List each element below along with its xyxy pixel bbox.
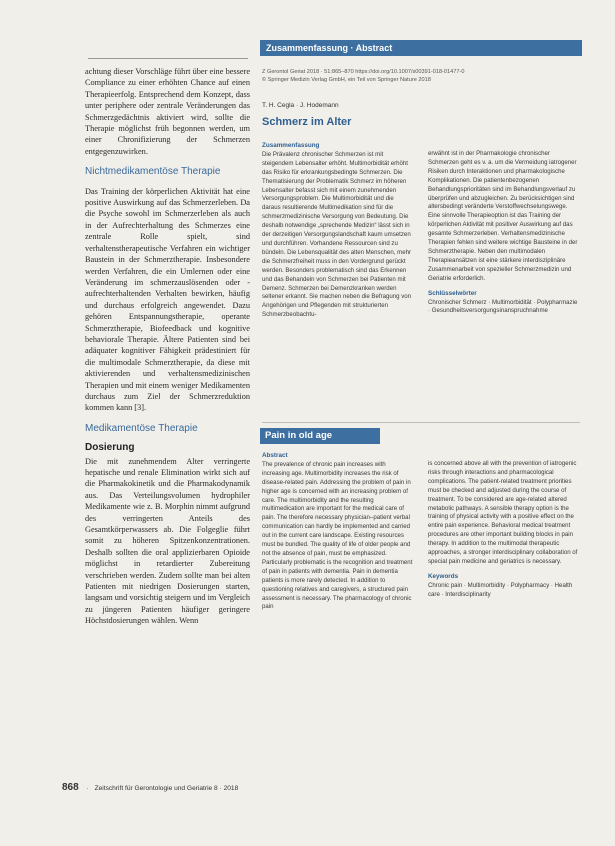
abstract-col1: [262, 452, 414, 612]
schluesselwoerter: Chronischer Schmerz · Multimorbidität · Polypharmazie · Gesundheitsversorgungsinanspruchnahme: [428, 298, 578, 315]
copyright: © Springer Medizin Verlag GmbH, ein Teil von Springer Nature 2018: [262, 77, 431, 83]
zusammenfassung-text: erwähnt ist in der Pharmakologie chronischer Schmerzen geht es v. a. um die Vermeidung iatrogener Risiken durch Interaktionen und pharmakologische Komplikationen. Die patientenbezogenen Behandlungsprioritäten sind im Behandlungsverlauf zu überprüfen und abzugleichen. Zu berücksichtigen sind altersbedingt veränderte Verstoffwechselungswege. Eine sinnvolle Therapieoption ist das Training der körperlichen Aktivität mit positiver Auswirkung auf das gesamte Schmerzerleben. Verhaltensmedizinische Therapien fehlen sind weitere wichtige Bausteine in der Schmerztherapie. Neben den multimodalen Therapieansätzen ist eine stärkere interdisziplinäre Zusammenarbeit von spezieller Schmerzmedizin und Geriatrie erforderlich.: [428, 150, 578, 282]
page-footer: [62, 782, 238, 793]
citation: Z Gerontol Geriat 2018 · 51:865–870 https://doi.org/10.1007/s00391-018-01477-0: [262, 69, 465, 75]
citation-block: [262, 68, 580, 84]
body-paragraph: achtung dieser Vorschläge führt über eine bessere Compliance zu einer erhöhten Chance auf einen Therapieerfolg. Entsprechend dem Konzept, dass unter periphere oder zentrale Veränderungen das Schmerzgedächtnis aktiviert wird, sollte die Therapie möglichst früh begonnen werden, um einer Chronifizierung der Schmerzen entgegenzuwirken.: [85, 67, 250, 156]
subsection-heading: Dosierung: [85, 442, 135, 454]
left-column: [85, 66, 250, 636]
abstract-heading: Abstract: [262, 452, 288, 459]
body-paragraph: Das Training der körperlichen Aktivität hat eine positive Auswirkung auf das Schmerzerleben. Da die Psyche sowohl im Schmerzerleben als auch in der Aufrechterhaltung des Schmerzes eine zentrale Rolle spielt, sind verhaltenstherapeutische Verfahren ein wichtiger Baustein in der Schmerztherapie. Insbesondere werden Verfahren, die ein Umlernen oder eine Veränderung im schmerzauslösenden oder -aufrechterhaltenden Verhalten bewirken, häufig und durchaus erfolgreich angewendet. Dazu gehören Entspannungstherapie, operante Schmerztherapie, Biofeedback und kognitive behaviorale Therapie. Ältere Patienten sind bei adäquater kognitiver Fähigkeit prädestiniert für die multimodale Schmerztherapie, da diese mit aktivierenden und verhaltensmedizinischen Therapien und mit einem weniger Medikamenten durchaus zum Ziel der Schmerzreduktion kommen kann [3].: [85, 186, 250, 413]
divider: [262, 422, 580, 423]
abstract-text: is concerned above all with the prevention of iatrogenic risks through interactions and pharmacological complications. The patient-related treatment priorities must be checked and adjusted during the course of treatment. To be considered are age-related altered metabolic pathways. A sensible therapy option is the training of physical activity with a positive effect on the entire pain experience. Behavioral medical treatment procedures are other important building blocks in pain therapy. In addition to the multimodal therapeutic approaches, a stronger interdisciplinary collaboration of special pain medicine and geriatrics is necessary.: [428, 460, 578, 565]
body-paragraph: Die mit zunehmendem Alter verringerte hepatische und renale Elimination wirkt sich auf die Pharmakokinetik und die Pharmakodynamik aus. Das Verteilungsvolumen hydrophiler Medikamente wie z. B. Morphin nimmt aufgrund des verringerten Anteils des Gesamtkörperwassers ab. Die Folgeglie führt somit zu höheren Spitzenkonzentrationen. Deshalb sollten die oral applizierbaren Opioide möglichst in retardierter Zubereitung verschrieben werden. Zudem sollte man bei alten Patienten mit niedrigen Dosierungen starten, langsam und vorsichtig steigern und im Vergleich zu jüngeren Patienten häufiger geringere Höchstdosierungen wählen. Wenn: [85, 456, 250, 626]
top-rule: [88, 58, 248, 59]
footer-separator: ·: [86, 785, 89, 792]
journal-name: Zeitschrift für Gerontologie und Geriatrie 8 · 2018: [94, 785, 239, 792]
zusammenfassung-col2: [428, 150, 578, 316]
abstract-text: The prevalence of chronic pain increases with increasing age. Multimorbidity increases the risk of disease-related pain. Addressing the problem of pain in higher age is concerned with an increasing problem of care. The multimorbidity and the resulting multimedication are important for the medical care of pain. The therefore necessary physician–patient verbal communication can hardly be implemented and carried out in the current care landscape. Existing resources must be bundled. The quality of life of older people and not the absence of pain, must be emphasized. Particularly problematic is the recognition and treatment of pain in patients with dementia. Pain in dementia patients is more rarely detected. In addition to questioning relatives and caregivers, a structured pain assessment is necessary. The pharmacology of chronic pain: [262, 460, 413, 611]
keywords-heading: Keywords: [428, 572, 459, 580]
zusammenfassung-heading: Zusammenfassung: [262, 142, 320, 149]
schluesselwoerter-heading: Schlüsselwörter: [428, 289, 477, 297]
article-title-en: Pain in old age: [260, 428, 380, 444]
abstract-col2: [428, 460, 578, 600]
abstract-header: Zusammenfassung · Abstract: [260, 40, 582, 56]
section-heading: Nichtmedikamentöse Therapie: [85, 166, 221, 178]
authors: T. H. Cegla · J. Hodemann: [262, 102, 339, 109]
section-heading: Medikamentöse Therapie: [85, 422, 198, 434]
page-number: 868: [62, 782, 79, 793]
article-title-de: Schmerz im Alter: [262, 116, 352, 128]
zusammenfassung-col1: [262, 142, 414, 320]
zusammenfassung-text: Die Prävalenz chronischer Schmerzen ist mit steigendem Lebensalter erhöht. Multimorbidität erhöht das Risiko für erkrankungsbedingte Schmerzen. Die Thematisierung der Problematik Schmerz im höheren Lebensalter befasst sich mit einem zunehmenden Versorgungsproblem. Die Multimorbidität und die daraus resultierende Multimedikation sind für die schmerzmedizinische Versorgung von Bedeutung. Die deshalb notwendige „sprechende Medizin“ lässt sich in der derzeitigen Versorgungslandschaft kaum umsetzen und durchführen. Vorhandene Ressourcen sind zu bündeln. Die Lebensqualität des alten Menschen, mehr die Schmerzfreiheit muss in den Vordergrund gerückt werden. Besonders problematisch sind das Erkennen und das Behandeln von Schmerzen bei Patienten mit Demenz. Schmerzen bei Demenzkranken werden seltener erkannt. Sie machen neben die Befragung von Angehörigen und Pflegenden mit strukturierten Schmerzbeobachtu-: [262, 150, 412, 319]
keywords: Chronic pain · Multimorbidity · Polypharmacy · Health care · Interdisciplinarity: [428, 581, 573, 598]
